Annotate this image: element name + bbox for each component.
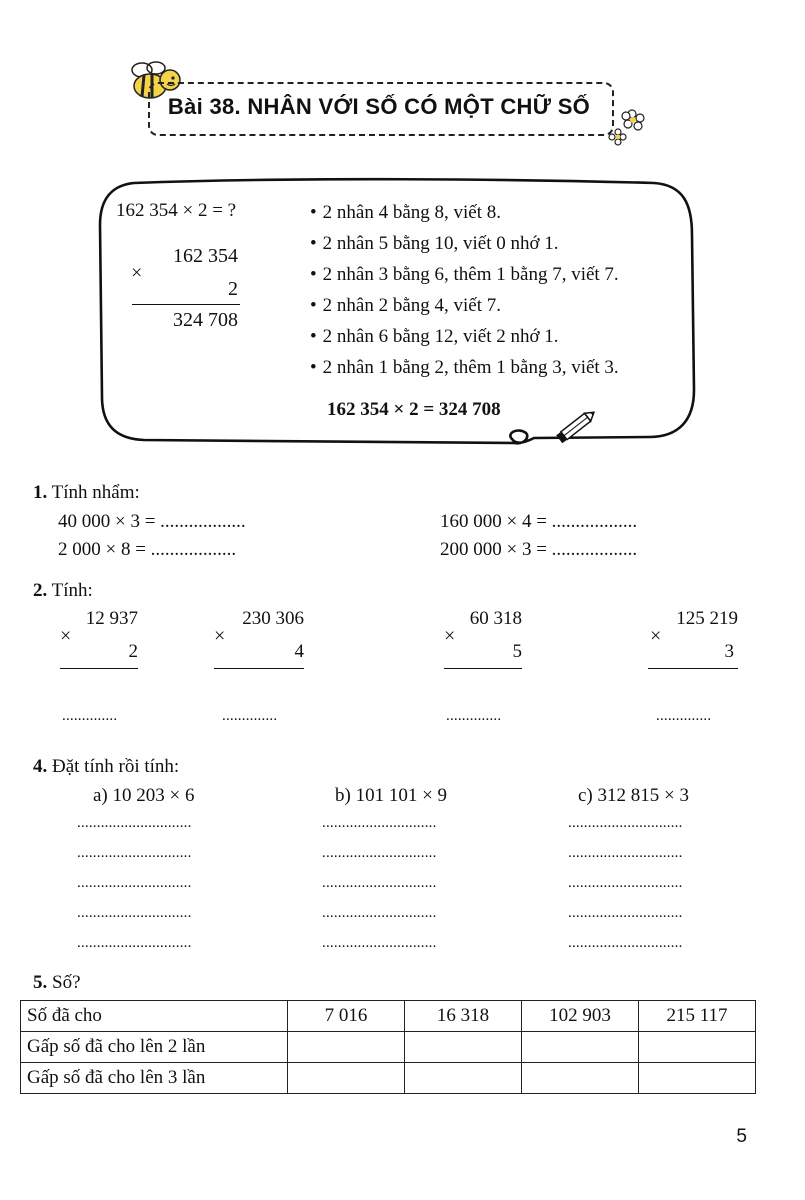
q1-item-3: 160 000 × 4 = .................. [440, 511, 638, 532]
q4-part-b: b) 101 101 × 9 [335, 785, 448, 806]
q2-problem-a [58, 608, 138, 723]
table-cell[interactable] [288, 1032, 405, 1063]
example-conclusion: 162 354 × 2 = 324 708 [327, 399, 501, 420]
table-cell[interactable] [522, 1063, 639, 1094]
answer-line: ............................. [322, 905, 437, 921]
q1-item-1: 40 000 × 3 = .................. [58, 511, 246, 532]
example-question: 162 354 × 2 = ? [116, 200, 237, 221]
table-cell[interactable] [405, 1032, 522, 1063]
step-3: • 2 nhân 3 bằng 6, thêm 1 bằng 7, viết 7. [310, 264, 619, 295]
example-result: 324 708 [173, 309, 238, 331]
q2-c-times-sign: × [444, 625, 456, 647]
table-cell[interactable] [639, 1063, 756, 1094]
q2-c-multiplier: 5 [512, 641, 522, 662]
q2-d-times-sign: × [650, 625, 662, 647]
q2-a-rule [60, 668, 138, 669]
q4-number: 4. [33, 756, 48, 777]
q2-c-multiplicand: 60 318 [469, 608, 522, 629]
answer-line: ............................. [77, 905, 192, 921]
q2-b-multiplicand: 230 306 [242, 608, 304, 629]
step-2: • 2 nhân 5 bằng 10, viết 0 nhớ 1. [310, 233, 619, 264]
q1-number: 1. [33, 482, 48, 503]
q2-c-rule [444, 668, 522, 669]
q4-title: Đặt tính rồi tính: [52, 756, 180, 777]
q2-a-times-sign: × [60, 625, 72, 647]
example-multiplicand: 162 354 [173, 245, 238, 267]
q2-a-multiplier: 2 [128, 641, 138, 662]
q1-heading [33, 482, 140, 504]
table-cell: 16 318 [405, 1001, 522, 1032]
row-label: Gấp số đã cho lên 3 lần [21, 1063, 288, 1094]
answer-line: ............................. [322, 845, 437, 861]
q5-heading [33, 972, 81, 994]
table-cell: 102 903 [522, 1001, 639, 1032]
page-number: 5 [736, 1126, 747, 1147]
flower-icon [608, 106, 648, 146]
table-cell[interactable] [639, 1032, 756, 1063]
answer-line: ............................. [322, 875, 437, 891]
step-6: • 2 nhân 1 bằng 2, thêm 1 bằng 3, viết 3. [310, 357, 619, 388]
q2-problem-d [648, 608, 738, 723]
q2-d-rule [648, 668, 738, 669]
row-label: Gấp số đã cho lên 2 lần [21, 1032, 288, 1063]
lesson-title: Bài 38. NHÂN VỚI SỐ CÓ MỘT CHỮ SỐ [167, 94, 591, 119]
answer-line: ............................. [77, 935, 192, 951]
table-row [21, 1001, 756, 1032]
q1-item-4: 200 000 × 3 = .................. [440, 539, 638, 560]
q2-d-multiplicand: 125 219 [676, 608, 738, 629]
table-cell: 215 117 [639, 1001, 756, 1032]
q1-item-2: 2 000 × 8 = .................. [58, 539, 237, 560]
q4-part-a: a) 10 203 × 6 [93, 785, 195, 806]
q2-b-rule [214, 668, 304, 669]
q2-b-multiplier: 4 [294, 641, 304, 662]
answer-line: ............................. [568, 905, 683, 921]
q2-problem-c [442, 608, 522, 723]
answer-line: ............................. [568, 935, 683, 951]
q5-number: 5. [33, 972, 48, 993]
table-row [21, 1063, 756, 1094]
answer-line: ............................. [77, 815, 192, 831]
answer-line: ............................. [568, 875, 683, 891]
q2-d-multiplier: 3 [724, 641, 734, 662]
q2-number: 2. [33, 580, 48, 601]
q2-b-answer: .............. [222, 708, 278, 724]
q4-part-c: c) 312 815 × 3 [578, 785, 689, 806]
table-cell[interactable] [405, 1063, 522, 1094]
q2-a-answer: .............. [62, 708, 118, 724]
q4-answer-lines-b [322, 815, 437, 965]
pencil-icon [555, 406, 601, 446]
q2-b-times-sign: × [214, 625, 226, 647]
example-multiplier: 2 [228, 278, 238, 300]
table-cell: 7 016 [288, 1001, 405, 1032]
example-steps [310, 202, 619, 388]
q4-heading [33, 756, 179, 778]
answer-line: ............................. [77, 875, 192, 891]
q2-problem-b [212, 608, 304, 723]
example-rule [132, 304, 240, 305]
row-label: Số đã cho [21, 1001, 288, 1032]
q2-heading [33, 580, 93, 602]
step-5: • 2 nhân 6 bằng 12, viết 2 nhớ 1. [310, 326, 619, 357]
step-4: • 2 nhân 2 bằng 4, viết 7. [310, 295, 619, 326]
q2-c-answer: .............. [446, 708, 502, 724]
example-times-sign: × [131, 262, 143, 284]
q4-answer-lines-c [568, 815, 683, 965]
table-row [21, 1032, 756, 1063]
answer-line: ............................. [77, 845, 192, 861]
q5-title: Số? [52, 972, 81, 993]
table-cell[interactable] [522, 1032, 639, 1063]
q4-answer-lines-a [77, 815, 192, 965]
answer-line: ............................. [568, 845, 683, 861]
answer-line: ............................. [322, 815, 437, 831]
q2-a-multiplicand: 12 937 [85, 608, 138, 629]
step-1: • 2 nhân 4 bằng 8, viết 8. [310, 202, 619, 233]
q5-table [20, 1000, 756, 1094]
answer-line: ............................. [322, 935, 437, 951]
table-cell[interactable] [288, 1063, 405, 1094]
q2-d-answer: .............. [656, 708, 712, 724]
q1-title: Tính nhẩm: [51, 482, 140, 503]
q2-title: Tính: [51, 580, 93, 601]
answer-line: ............................. [568, 815, 683, 831]
